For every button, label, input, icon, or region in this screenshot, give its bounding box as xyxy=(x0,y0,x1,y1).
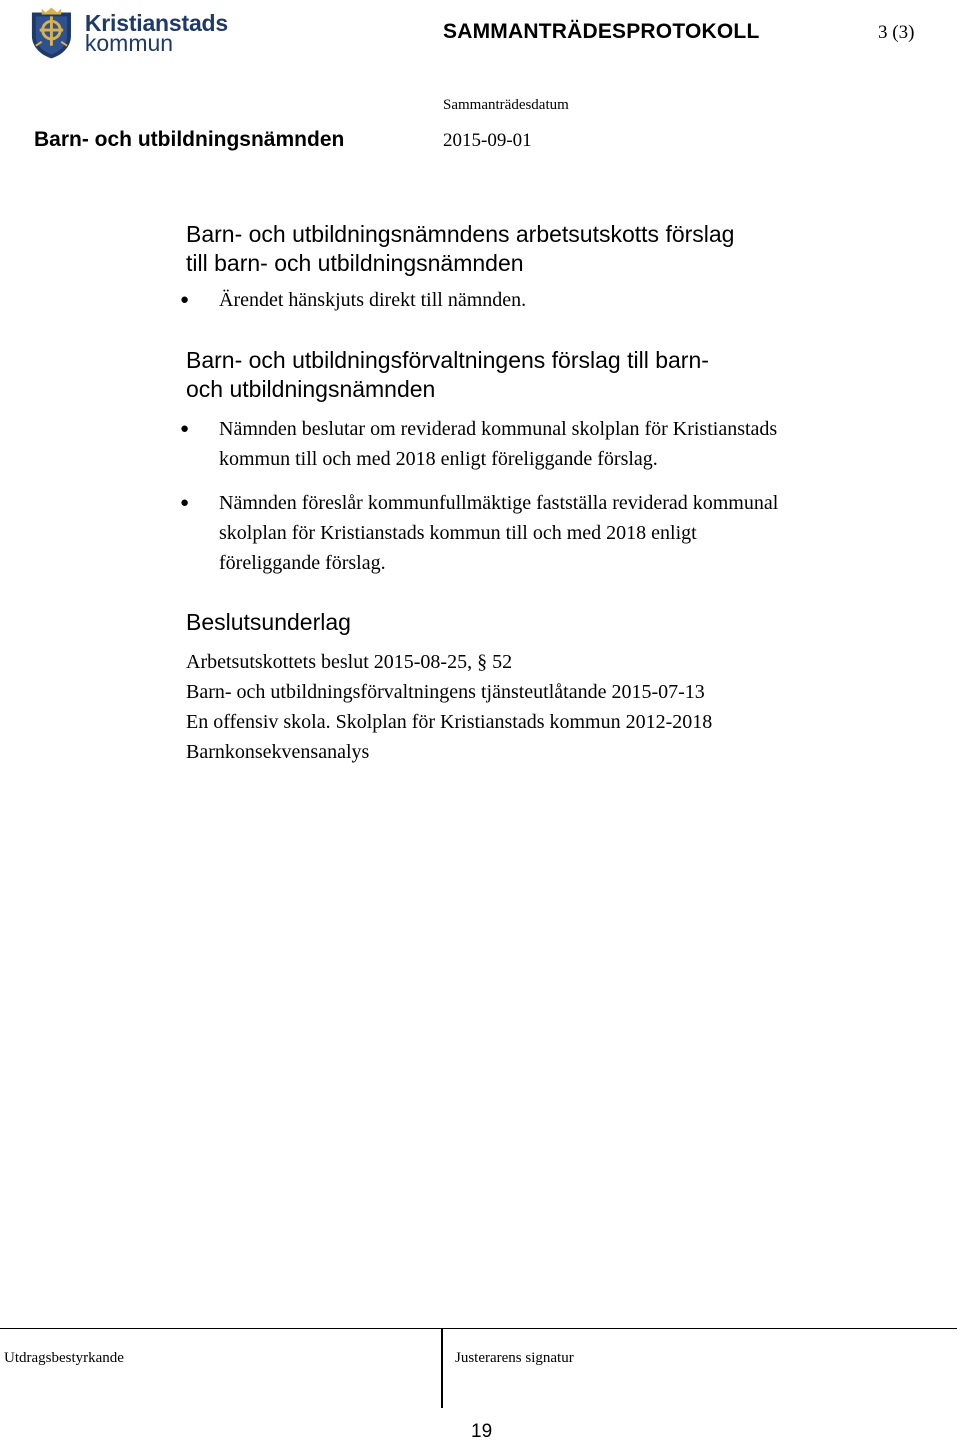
section-heading: Barn- och utbildningsförvaltningens förslag till barn- och utbildningsnämnden xyxy=(186,347,709,402)
list-item: Barnkonsekvensanalys xyxy=(186,741,370,763)
bullet-dot-icon: ● xyxy=(180,421,190,437)
bullet-dot-icon: ● xyxy=(180,495,190,511)
extract-certification-label: Utdragsbestyrkande xyxy=(4,1350,124,1366)
bullet-dot-icon: ● xyxy=(180,292,190,308)
coat-of-arms-icon xyxy=(28,6,75,60)
section-heading: Barn- och utbildningsnämndens arbetsutskotts förslag till barn- och utbildningsnämnden xyxy=(186,221,735,276)
list-item: En offensiv skola. Skolplan för Kristianstads kommun 2012-2018 xyxy=(186,711,713,733)
footer-column-divider xyxy=(441,1328,443,1408)
adjuster-signature-label: Justerarens signatur xyxy=(455,1350,574,1366)
footer-divider xyxy=(0,1328,957,1329)
page-number: 19 xyxy=(471,1421,493,1442)
logo-line1: Kristianstads xyxy=(84,10,228,36)
page-indicator: 3 (3) xyxy=(878,22,915,43)
meeting-date-label: Sammanträdesdatum xyxy=(443,97,569,113)
list-item: Barn- och utbildningsförvaltningens tjänsteutlåtande 2015-07-13 xyxy=(186,681,705,703)
logo-line2: kommun xyxy=(84,30,174,56)
kristianstads-kommun-logo xyxy=(28,6,228,60)
meeting-date: 2015-09-01 xyxy=(443,130,532,151)
document-type: SAMMANTRÄDESPROTOKOLL xyxy=(443,20,760,43)
list-item: Nämnden beslutar om reviderad kommunal skolplan för Kristianstads kommun till och med 2018 enligt föreliggande förslag. xyxy=(219,418,778,470)
list-item: Arbetsutskottets beslut 2015-08-25, § 52 xyxy=(186,651,513,673)
list-item: Nämnden föreslår kommunfullmäktige fastställa reviderad kommunal skolplan för Kristianstads kommun till och med 2018 enligt föreliggande förslag. xyxy=(219,492,779,574)
committee-name: Barn- och utbildningsnämnden xyxy=(34,128,345,151)
basis-heading: Beslutsunderlag xyxy=(186,609,351,635)
basis-list xyxy=(186,647,712,767)
list-item: Ärendet hänskjuts direkt till nämnden. xyxy=(219,289,527,311)
